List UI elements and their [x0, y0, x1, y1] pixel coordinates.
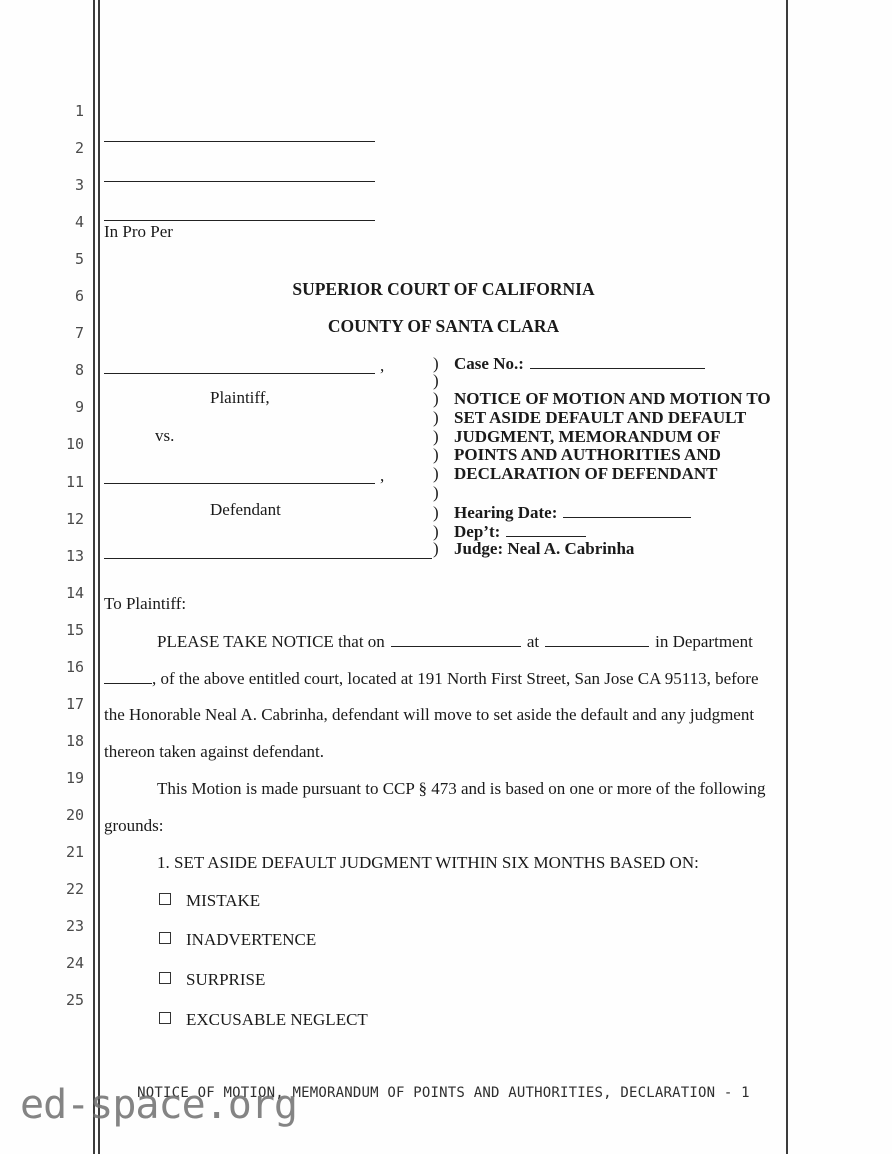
line-number: 24	[65, 954, 84, 973]
left-double-rule-inner	[98, 0, 100, 1154]
checkbox-inadvertence[interactable]	[159, 932, 171, 944]
line-number: 23	[65, 917, 84, 936]
ground-row-excusable-neglect	[104, 1010, 788, 1030]
line-number: 25	[65, 991, 84, 1010]
ground-row-surprise	[104, 970, 788, 990]
left-double-rule-outer	[93, 0, 95, 1154]
caption-row	[104, 465, 788, 484]
court-name-heading: SUPERIOR COURT OF CALIFORNIA	[292, 279, 595, 299]
caption-row	[104, 502, 788, 521]
notice-text-post: in Department	[655, 632, 753, 651]
motion-basis-text: grounds:	[104, 816, 164, 835]
caption-row	[104, 540, 788, 559]
notice-line-2	[104, 668, 788, 689]
notice-text-mid: at	[526, 632, 540, 651]
notice-text: thereon taken against defendant.	[104, 742, 324, 761]
line-number: 14	[65, 583, 84, 602]
caption-row	[104, 428, 788, 447]
caption-row	[104, 521, 788, 540]
notice-text: , of the above entitled court, located at 191 North First Street, San Jose CA 95113, before	[152, 669, 759, 688]
line-number: 16	[65, 657, 84, 676]
line-number: 22	[65, 880, 84, 899]
page-footer-title: NOTICE OF MOTION, MEMORANDUM OF POINTS AND AUTHORITIES, DECLARATION - 1	[137, 1085, 750, 1101]
notice-line-3	[104, 705, 788, 725]
ground-row-mistake	[104, 891, 788, 911]
motion-title-line: SET ASIDE DEFAULT AND DEFAULT	[454, 408, 747, 428]
motion-date-field[interactable]	[391, 631, 521, 647]
caption-paren: )	[433, 426, 439, 446]
plaintiff-label: Plaintiff,	[210, 388, 270, 407]
ground-label: INADVERTENCE	[186, 930, 317, 949]
section-heading-line	[104, 853, 788, 873]
caption-paren: )	[433, 503, 439, 523]
notice-line-4	[104, 742, 788, 762]
motion-title-line: NOTICE OF MOTION AND MOTION TO	[454, 389, 771, 409]
caption-row	[104, 446, 788, 465]
vs-label: vs.	[155, 426, 175, 445]
line-number: 11	[65, 472, 84, 491]
ground-label: EXCUSABLE NEGLECT	[186, 1010, 368, 1029]
line-number: 13	[65, 546, 84, 565]
line-number: 19	[65, 768, 84, 787]
case-no-field[interactable]	[530, 353, 705, 369]
name-blank-field[interactable]	[104, 141, 375, 142]
in-pro-per-label: In Pro Per	[104, 222, 173, 241]
line-number: 7	[74, 324, 84, 343]
caption-paren: )	[433, 408, 439, 428]
line-number: 15	[65, 620, 84, 639]
checkbox-excusable-neglect[interactable]	[159, 1012, 171, 1024]
line-number: 10	[65, 435, 84, 454]
dept-field[interactable]	[506, 521, 586, 537]
line-number: 5	[74, 250, 84, 269]
caption-paren: )	[433, 370, 439, 390]
motion-basis-line-2	[104, 816, 788, 836]
notice-line-1	[104, 631, 788, 652]
caption-paren: )	[433, 538, 439, 558]
motion-time-field[interactable]	[545, 631, 649, 647]
line-number: 20	[65, 805, 84, 824]
to-plaintiff-text: To Plaintiff:	[104, 594, 187, 613]
defendant-name-field[interactable]	[104, 483, 375, 484]
ground-label: MISTAKE	[186, 891, 261, 910]
case-caption	[104, 353, 788, 558]
phone-blank-field[interactable]	[104, 220, 375, 221]
line-number: 3	[74, 176, 84, 195]
line-number: 6	[74, 287, 84, 306]
ground-label: SURPRISE	[186, 970, 266, 989]
notice-text: the Honorable Neal A. Cabrinha, defendant will move to set aside the default and any judgment	[104, 705, 755, 724]
motion-title-line: POINTS AND AUTHORITIES AND	[454, 445, 721, 465]
dept-label: Dep’t:	[454, 522, 501, 542]
department-number-field[interactable]	[104, 668, 152, 684]
section-heading-text: 1. SET ASIDE DEFAULT JUDGMENT WITHIN SIX MONTHS BASED ON:	[157, 853, 699, 872]
address-blank-field[interactable]	[104, 181, 375, 182]
ground-row-inadvertence	[104, 930, 788, 950]
motion-basis-text: This Motion is made pursuant to CCP § 473 and is based on one or more of the following	[157, 779, 766, 798]
caption-row	[104, 372, 788, 391]
caption-paren: )	[433, 389, 439, 409]
line-number: 8	[74, 361, 84, 380]
caption-row	[104, 484, 788, 503]
to-plaintiff-line	[104, 594, 788, 614]
checkbox-mistake[interactable]	[159, 893, 171, 905]
case-no-label: Case No.:	[454, 354, 524, 373]
caption-row	[104, 353, 788, 372]
caption-row	[104, 390, 788, 409]
checkbox-surprise[interactable]	[159, 972, 171, 984]
line-number: 12	[65, 509, 84, 528]
county-name-heading: COUNTY OF SANTA CLARA	[327, 316, 560, 336]
line-number: 18	[65, 731, 84, 750]
caption-bottom-rule	[104, 558, 432, 559]
line-number: 2	[74, 139, 84, 158]
caption-comma: ,	[380, 356, 385, 375]
defendant-label: Defendant	[210, 500, 281, 519]
line-number: 9	[74, 398, 84, 417]
caption-paren: )	[433, 482, 439, 502]
line-number: 21	[65, 843, 84, 861]
caption-row	[104, 409, 788, 428]
notice-text-pre: PLEASE TAKE NOTICE that on	[157, 632, 385, 651]
caption-comma: ,	[380, 466, 385, 485]
line-number: 1	[74, 102, 84, 120]
caption-paren: )	[433, 354, 439, 373]
hearing-date-field[interactable]	[563, 502, 691, 518]
caption-paren: )	[433, 464, 439, 484]
hearing-date-label: Hearing Date:	[454, 503, 558, 523]
line-number: 4	[74, 213, 84, 232]
judge-line: Judge: Neal A. Cabrinha	[454, 538, 635, 558]
plaintiff-name-field[interactable]	[104, 373, 375, 374]
watermark-text: ed-space.org	[20, 1082, 297, 1128]
caption-paren: )	[433, 522, 439, 542]
motion-title-line: JUDGMENT, MEMORANDUM OF	[454, 426, 721, 446]
line-number: 17	[65, 694, 84, 713]
motion-basis-line-1	[104, 779, 788, 799]
caption-paren: )	[433, 445, 439, 465]
motion-title-line: DECLARATION OF DEFENDANT	[454, 464, 718, 484]
